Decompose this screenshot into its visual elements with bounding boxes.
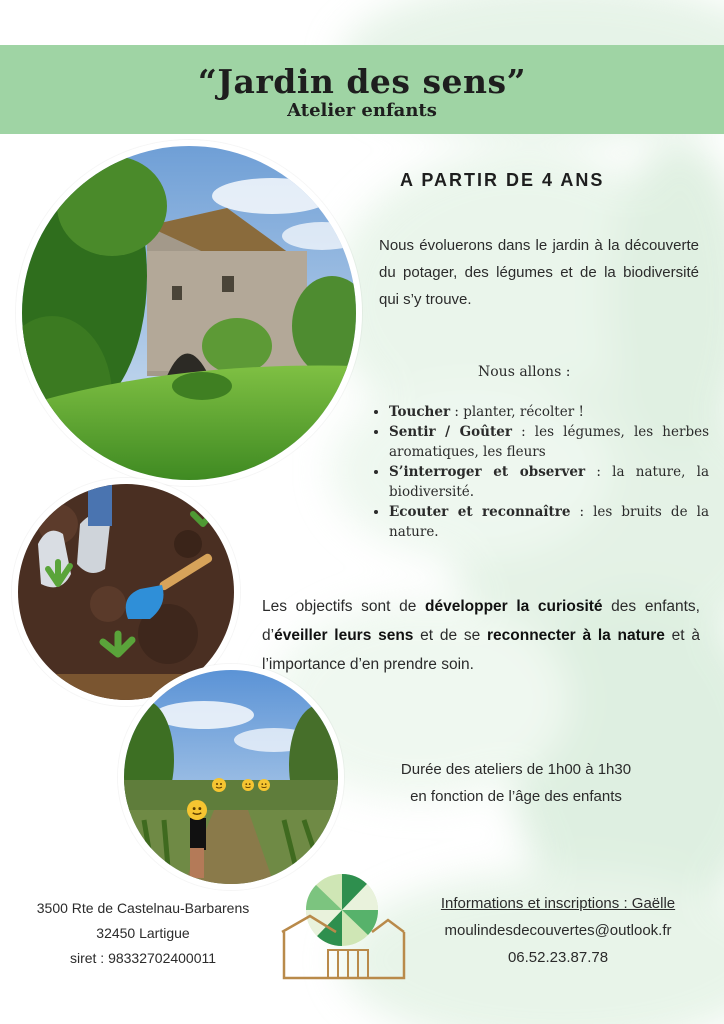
mill-logo-icon [276, 870, 410, 982]
objectives-highlight: éveiller leurs sens [274, 627, 414, 644]
contact-block [412, 890, 704, 971]
objectives-text: et à l’importance d’en prendre soin. [262, 627, 700, 673]
contact-phone[interactable]: 06.52.23.87.78 [507, 949, 609, 966]
objectives-highlight: reconnecter à la nature [486, 627, 665, 644]
activity-description: : les bruits de la nature. [389, 504, 709, 540]
list-item [389, 462, 709, 502]
duration-text [376, 756, 656, 810]
objectives-paragraph [262, 592, 700, 679]
title-banner [0, 45, 724, 134]
duration-line: Durée des ateliers de 1h00 à 1h30 [400, 761, 632, 778]
intro-paragraph: Nous évoluerons dans le jardin à la découverte du potager, des légumes et de la biodiversité qui s’y trouve. [379, 237, 699, 308]
address-street: 3500 Rte de Castelnau-Barbarens [36, 900, 250, 916]
list-item [389, 422, 709, 462]
siret-number: siret : 98332702400011 [69, 950, 217, 966]
activity-description: : planter, récolter ! [450, 404, 584, 420]
activity-name: Ecouter et reconnaître [389, 504, 571, 520]
activity-name: Toucher [389, 404, 451, 420]
list-item [389, 502, 709, 542]
list-item [389, 402, 709, 422]
address-block [8, 896, 278, 971]
smiley-face-icon [187, 800, 207, 820]
age-heading: A PARTIR DE 4 ANS [400, 170, 605, 190]
activity-name: S’interroger et observer [389, 464, 586, 480]
activities-list [372, 402, 709, 542]
children-garden-photo [118, 664, 344, 890]
contact-email[interactable]: moulindesdecouvertes@outlook.fr [444, 922, 672, 939]
activity-description: : les légumes, les herbes aromatiques, les fleurs [389, 424, 710, 460]
objectives-text: des enfants, d’ [262, 598, 700, 644]
contact-heading: Informations et inscriptions : Gaëlle [440, 895, 676, 912]
activities-heading: Nous allons : [478, 364, 571, 380]
smiley-face-icon [258, 779, 270, 791]
objectives-text: Les objectifs sont de [262, 598, 425, 615]
activity-name: Sentir / Goûter [389, 424, 512, 440]
page-subtitle: Atelier enfants [287, 100, 437, 121]
page-title: “Jardin des sens” [197, 62, 527, 101]
address-city: 32450 Lartigue [96, 925, 190, 941]
smiley-face-icon [242, 779, 254, 791]
smiley-face-icon [212, 778, 226, 792]
duration-line: en fonction de l’âge des enfants [410, 788, 622, 805]
objectives-highlight: développer la curiosité [425, 598, 603, 615]
activity-description: : la nature, la biodiversité. [389, 464, 710, 500]
mill-house-photo [16, 140, 362, 486]
objectives-text: et de se [413, 627, 487, 644]
